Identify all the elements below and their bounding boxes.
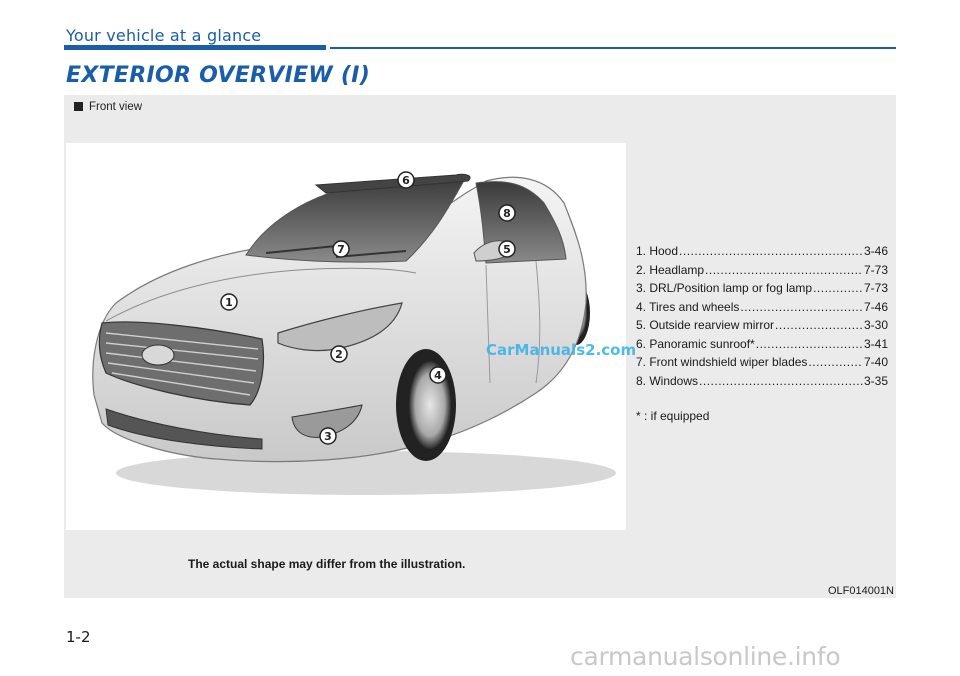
brand-emblem	[142, 345, 174, 365]
leader-dots	[756, 335, 863, 354]
leader-dots	[740, 298, 863, 317]
legend-page: 7-46	[863, 299, 888, 314]
legend-page: 3-41	[863, 336, 888, 351]
legend-item	[636, 316, 888, 335]
callout-4	[430, 367, 446, 383]
callout-1-label: 1	[225, 296, 233, 309]
callout-3	[320, 428, 336, 444]
legend-page: 3-35	[863, 373, 888, 388]
legend-page: 3-46	[863, 244, 888, 258]
legend-page: 3-30	[863, 318, 888, 332]
watermark-bottom: carmanualsonline.info	[570, 642, 841, 671]
legend-item	[636, 242, 888, 261]
callout-6-label: 6	[402, 174, 410, 187]
car-shadow	[116, 451, 616, 495]
figure-code: OLF014001N	[827, 585, 894, 597]
callout-5-label: 5	[503, 243, 511, 256]
callout-8-label: 8	[503, 207, 511, 220]
legend-item	[636, 353, 888, 372]
legend-item	[636, 372, 888, 391]
leader-dots	[699, 372, 863, 391]
callout-7-label: 7	[337, 243, 345, 256]
legend-label: 6. Panoramic sunroof*	[636, 336, 755, 351]
leader-dots	[679, 242, 863, 261]
section-header: Your vehicle at a glance	[66, 26, 262, 45]
view-label	[74, 101, 142, 113]
legend-label: 2. Headlamp	[636, 262, 705, 277]
legend-page: 7-40	[863, 355, 888, 369]
square-bullet-icon	[74, 102, 83, 111]
leader-dots	[775, 316, 863, 335]
callout-8	[499, 205, 515, 221]
legend-item	[636, 261, 888, 280]
legend-item	[636, 279, 888, 298]
legend-label: 3. DRL/Position lamp or fog lamp	[636, 281, 813, 295]
legend-page: 7-73	[863, 281, 888, 295]
legend-label: 8. Windows	[636, 373, 699, 388]
callout-4-label: 4	[434, 369, 442, 382]
page-title: EXTERIOR OVERVIEW (I)	[66, 63, 371, 88]
legend-item	[636, 298, 888, 317]
car-illustration	[66, 143, 626, 530]
leader-dots	[705, 261, 863, 280]
legend-label: 4. Tires and wheels	[636, 299, 740, 314]
watermark-small: CarManuals2.com	[486, 341, 637, 359]
view-label-text: Front view	[89, 101, 143, 113]
leader-dots	[808, 353, 863, 372]
header-rule-thick	[64, 45, 326, 50]
page-number: 1-2	[66, 628, 91, 646]
callout-7	[333, 241, 349, 257]
callout-1	[221, 294, 237, 310]
legend-label: 1. Hood	[636, 244, 679, 258]
legend-label: 5. Outside rearview mirror	[636, 318, 775, 332]
callout-5	[499, 241, 515, 257]
callout-6	[398, 172, 414, 188]
callout-3-label: 3	[324, 430, 332, 443]
legend-page: 7-73	[863, 262, 888, 277]
disclaimer: The actual shape may differ from the illustration.	[188, 557, 466, 571]
car-drawing	[66, 143, 626, 530]
callout-2	[331, 346, 347, 362]
callout-2-label: 2	[335, 348, 343, 361]
legend-list	[636, 242, 888, 390]
footnote: * : if equipped	[636, 409, 710, 423]
leader-dots	[813, 279, 863, 298]
legend-label: 7. Front windshield wiper blades	[636, 355, 808, 369]
header-rule-thin	[330, 47, 896, 49]
legend-item	[636, 335, 888, 354]
